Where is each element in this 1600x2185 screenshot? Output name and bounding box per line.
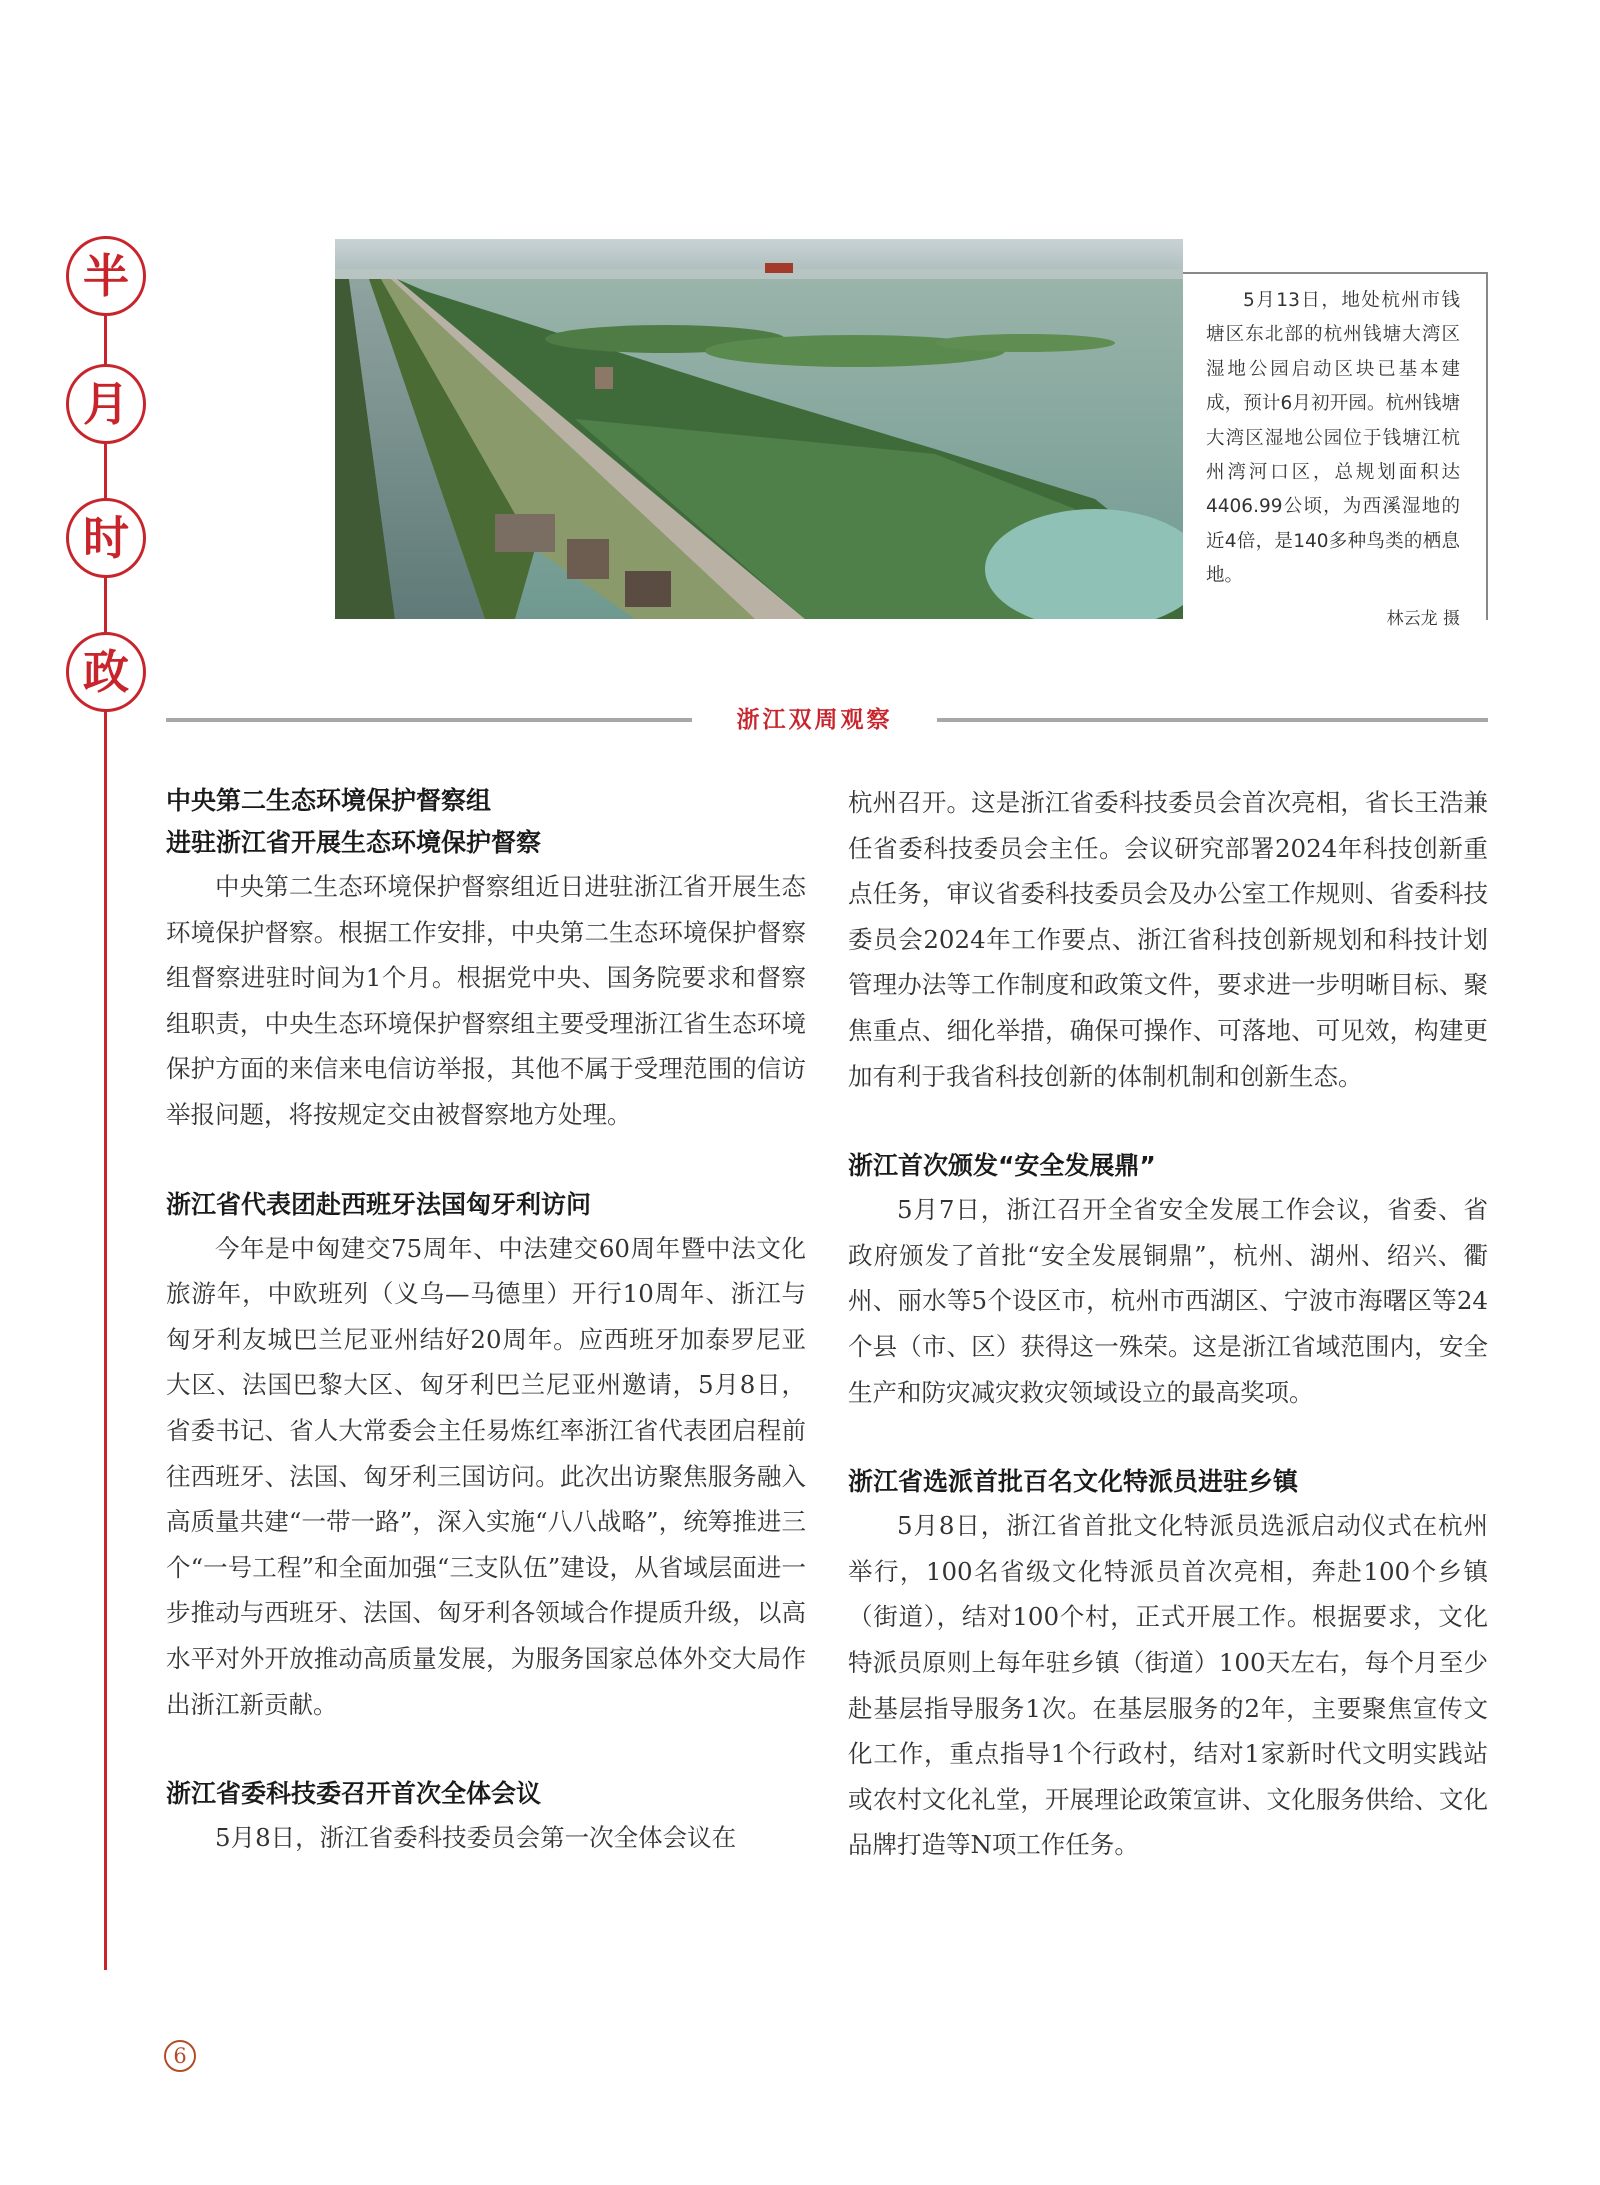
article-title: 浙江省委科技委召开首次全体会议 bbox=[166, 1779, 542, 1809]
right-column bbox=[848, 780, 1488, 1868]
page-number: 6 bbox=[164, 2040, 196, 2072]
section-label-char: 半 bbox=[66, 236, 146, 316]
article-title: 浙江省选派首批百名文化特派员进驻乡镇 bbox=[848, 1467, 1299, 1497]
section-side-rule bbox=[104, 236, 107, 1970]
section-label-char: 月 bbox=[66, 364, 146, 444]
section-divider-left bbox=[166, 718, 692, 722]
section-divider-right bbox=[937, 718, 1488, 722]
article-title: 浙江首次颁发“安全发展鼎” bbox=[848, 1151, 1156, 1181]
article-body: 5月8日，浙江省委科技委员会第一次全体会议在 bbox=[215, 1823, 737, 1853]
article-body-continued: 杭州召开。这是浙江省委科技委员会首次亮相，省长王浩兼任省委科技委员会主任。会议研究部署2024年科技创新重点任务，审议省委科技委员会及办公室工作规则、省委科技委员会2024年工作要点、浙江省科技创新规划和科技计划管理办法等工作制度和政策文件，要求进一步明晰目标、聚焦重点、细化举措，确保可操作、可落地、可见效，构建更加有利于我省科技创新的体制机制和创新生态。 bbox=[848, 788, 1488, 1091]
left-column bbox=[166, 780, 806, 1861]
section-title: 浙江双周观察 bbox=[692, 703, 937, 737]
section-label-char: 时 bbox=[66, 498, 146, 578]
article-body: 中央第二生态环境保护督察组近日进驻浙江省开展生态环境保护督察。根据工作安排，中央第二生态环境保护督察组督察进驻时间为1个月。根据党中央、国务院要求和督察组职责，中央生态环境保护督察组主要受理浙江省生态环境保护方面的来信来电信访举报，其他不属于受理范围的信访举报问题，将按规定交由被督察地方处理。 bbox=[166, 872, 806, 1129]
article-body: 5月8日，浙江省首批文化特派员选派启动仪式在杭州举行，100名省级文化特派员首次亮相，奔赴100个乡镇（街道），结对100个村，正式开展工作。根据要求，文化特派员原则上每年驻乡镇（街道）100天左右，每个月至少赴基层指导服务1次。在基层服务的2年，主要聚焦宣传文化工作，重点指导1个行政村，结对1家新时代文明实践站或农村文化礼堂，开展理论政策宣讲、文化服务供给、文化品牌打造等N项工作任务。 bbox=[848, 1511, 1488, 1860]
article-body: 今年是中匈建交75周年、中法建交60周年暨中法文化旅游年，中欧班列（义乌—马德里）开行10周年、浙江与匈牙利友城巴兰尼亚州结好20周年。应西班牙加泰罗尼亚大区、法国巴黎大区、匈牙利巴兰尼亚州邀请，5月8日，省委书记、省人大常委会主任易炼红率浙江省代表团启程前往西班牙、法国、匈牙利三国访问。此次出访聚焦服务融入高质量共建“一带一路”，深入实施“八八战略”，统筹推进三个“一号工程”和全面加强“三支队伍”建设，从省域层面进一步推动与西班牙、法国、匈牙利各领域合作提质升级，以高水平对外开放推动高质量发展，为服务国家总体外交大局作出浙江新贡献。 bbox=[166, 1233, 806, 1719]
aerial-wetland-park-photo bbox=[335, 239, 1183, 619]
photo-credit: 林云龙 摄 bbox=[1386, 609, 1460, 629]
article-title: 中央第二生态环境保护督察组 bbox=[166, 786, 492, 815]
photo-caption: 5月13日，地处杭州市钱塘区东北部的杭州钱塘大湾区湿地公园启动区块已基本建成，预计6月初开园。杭州钱塘大湾区湿地公园位于钱塘江杭州湾河口区，总规划面积达4406.99公顷，为西溪湿地的近4倍，是140多种鸟类的栖息地。 bbox=[1206, 290, 1460, 587]
article-body: 5月7日，浙江召开全省安全发展工作会议，省委、省政府颁发了首批“安全发展铜鼎”，杭州、湖州、绍兴、衢州、丽水等5个设区市，杭州市西湖区、宁波市海曙区等24个县（市、区）获得这一殊荣。这是浙江省域范围内，安全生产和防灾减灾救灾领域设立的最高奖项。 bbox=[848, 1195, 1488, 1407]
article-title: 进驻浙江省开展生态环境保护督察 bbox=[166, 828, 542, 857]
article-title: 浙江省代表团赴西班牙法国匈牙利访问 bbox=[166, 1189, 592, 1219]
section-label-char: 政 bbox=[66, 632, 146, 712]
